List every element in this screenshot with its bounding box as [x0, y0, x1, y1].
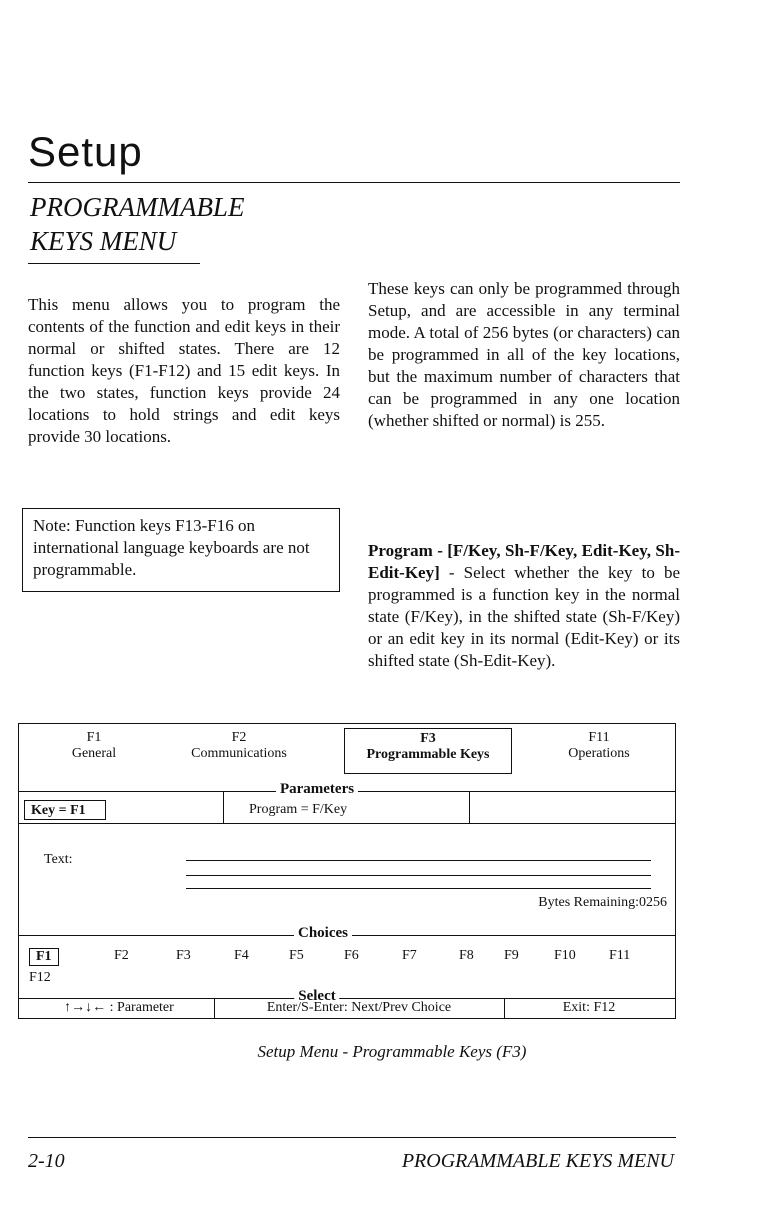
tab-key: F11 [588, 730, 610, 745]
title-rule [28, 182, 680, 183]
bytes-remaining: Bytes Remaining:0256 [538, 895, 667, 910]
program-description [368, 540, 680, 672]
choice-f12[interactable]: F12 [29, 970, 51, 985]
program-desc-text: - Select whether the key to be programmed is a function key in the normal state (F/Key), in the shifted state (Sh-F/Key) or an edit key in its normal (Edit-Key) or its shifted state (Sh-Edit-Key). [368, 563, 680, 670]
divider [214, 998, 215, 1018]
select-nav-hint: ↑→↓← : Parameter [64, 1000, 174, 1015]
choice-f5[interactable]: F5 [289, 948, 304, 963]
footer-rule [28, 1137, 676, 1138]
section-heading [30, 190, 244, 258]
choice-f6[interactable]: F6 [344, 948, 359, 963]
tab-label: General [71, 746, 117, 761]
choice-f11[interactable]: F11 [609, 948, 631, 963]
page-title: Setup [28, 128, 143, 175]
choice-f4[interactable]: F4 [234, 948, 249, 963]
note-box: Note: Function keys F13-F16 on international language keyboards are not programmable. [22, 508, 340, 592]
choices-label: Choices [294, 925, 352, 942]
choice-f10[interactable]: F10 [554, 948, 576, 963]
choice-f8[interactable]: F8 [459, 948, 474, 963]
footer-section: PROGRAMMABLE KEYS MENU [401, 1150, 674, 1172]
parameters-label: Parameters [276, 781, 358, 798]
divider [19, 998, 675, 999]
text-input-line[interactable] [186, 888, 651, 889]
tab-programmable-keys[interactable] [344, 728, 512, 774]
tab-label: Programmable Keys [366, 747, 490, 762]
key-field[interactable]: Key = F1 [24, 800, 106, 820]
tab-label: Communications [191, 746, 287, 761]
text-input-line[interactable] [186, 875, 651, 876]
choice-f1[interactable]: F1 [29, 948, 59, 966]
select-enter-hint: Enter/S-Enter: Next/Prev Choice [266, 1000, 452, 1015]
tab-communications[interactable] [169, 730, 309, 762]
select-label: Select [294, 988, 339, 1005]
divider [469, 791, 470, 823]
select-exit-hint: Exit: F12 [562, 1000, 616, 1015]
intro-paragraph: This menu allows you to program the contents of the function and edit keys in their normal or shifted states. There are 12 function keys (F1-F12) and 15 edit keys. In the two states, function keys provide 24 locations to hold strings and edit keys provide 30 locations. [28, 295, 340, 446]
text-label: Text: [44, 852, 73, 867]
divider [223, 791, 224, 823]
heading-line-2: KEYS MENU [30, 226, 177, 256]
choice-f3[interactable]: F3 [176, 948, 191, 963]
divider [19, 823, 675, 824]
divider [504, 998, 505, 1018]
choice-f7[interactable]: F7 [402, 948, 417, 963]
tab-general[interactable] [44, 730, 144, 762]
heading-line-1: PROGRAMMABLE [30, 192, 245, 222]
figure-caption: Setup Menu - Programmable Keys (F3) [257, 1042, 527, 1061]
tab-operations[interactable] [539, 730, 659, 762]
right-paragraph: These keys can only be programmed through Setup, and are accessible in any terminal mode. A total of 256 bytes (or characters) can be programmed in all of the key locations, but the maximum number of characters that can be programmed in any one location (whether shifted or normal) is 255. [368, 279, 680, 430]
choice-f2[interactable]: F2 [114, 948, 129, 963]
page-number: 2-10 [28, 1150, 65, 1172]
tab-label: Operations [568, 746, 630, 761]
setup-menu-figure [18, 723, 676, 1019]
program-term: Program - [F/Key, Sh-F/Key, Edit-Key, Sh-Edit-Key] [368, 541, 680, 582]
text-input-line[interactable] [186, 860, 651, 861]
tab-key: F1 [86, 730, 102, 745]
program-field[interactable]: Program = F/Key [249, 802, 348, 817]
heading-rule [28, 263, 200, 264]
choice-f9[interactable]: F9 [504, 948, 519, 963]
tab-key: F3 [420, 731, 436, 746]
tab-key: F2 [231, 730, 247, 745]
